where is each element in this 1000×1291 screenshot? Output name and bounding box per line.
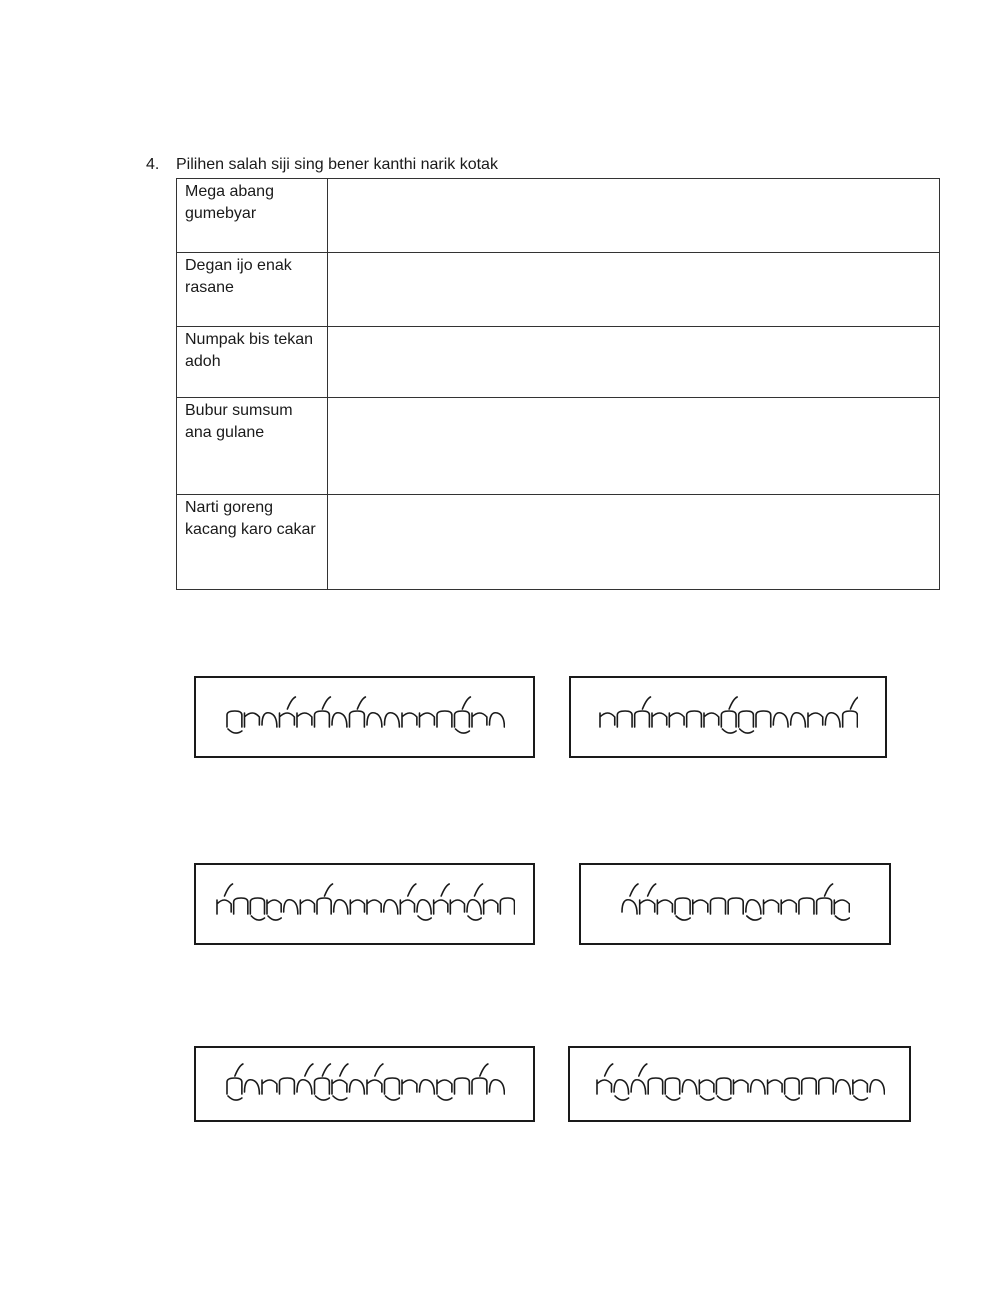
- row-label: Bubur sumsum ana gulane: [177, 398, 328, 495]
- drop-zone[interactable]: [328, 327, 940, 398]
- question-heading: [146, 154, 498, 176]
- aksara-card-1[interactable]: [194, 676, 535, 758]
- aksara-script-icon: [225, 695, 505, 739]
- row-label: Mega abang gumebyar: [177, 179, 328, 253]
- aksara-stroke: [217, 884, 515, 920]
- aksara-script-icon: [225, 1062, 505, 1106]
- aksara-script-icon: [215, 882, 515, 926]
- aksara-script-icon: [595, 1062, 885, 1106]
- drop-zone[interactable]: [328, 179, 940, 253]
- aksara-card-3[interactable]: [194, 863, 535, 945]
- row-label: Numpak bis tekan adoh: [177, 327, 328, 398]
- matching-table: [176, 178, 940, 590]
- row-label: Narti goreng kacang karo cakar: [177, 495, 328, 590]
- drop-zone[interactable]: [328, 398, 940, 495]
- table-row: [177, 495, 940, 590]
- table-row: [177, 179, 940, 253]
- drop-zone[interactable]: [328, 495, 940, 590]
- aksara-card-4[interactable]: [579, 863, 891, 945]
- question-number: 4.: [146, 156, 160, 173]
- aksara-stroke: [622, 884, 849, 920]
- table-row: [177, 398, 940, 495]
- aksara-card-6[interactable]: [568, 1046, 911, 1122]
- aksara-stroke: [597, 1064, 884, 1100]
- aksara-card-5[interactable]: [194, 1046, 535, 1122]
- aksara-stroke: [227, 697, 504, 733]
- aksara-stroke: [600, 697, 858, 733]
- row-label: Degan ijo enak rasane: [177, 253, 328, 327]
- drop-zone[interactable]: [328, 253, 940, 327]
- aksara-script-icon: [598, 695, 858, 739]
- table-row: [177, 253, 940, 327]
- aksara-card-2[interactable]: [569, 676, 887, 758]
- table-row: [177, 327, 940, 398]
- question-instruction: Pilihen salah siji sing bener kanthi narik kotak: [176, 156, 498, 173]
- aksara-script-icon: [620, 882, 850, 926]
- aksara-stroke: [227, 1064, 504, 1100]
